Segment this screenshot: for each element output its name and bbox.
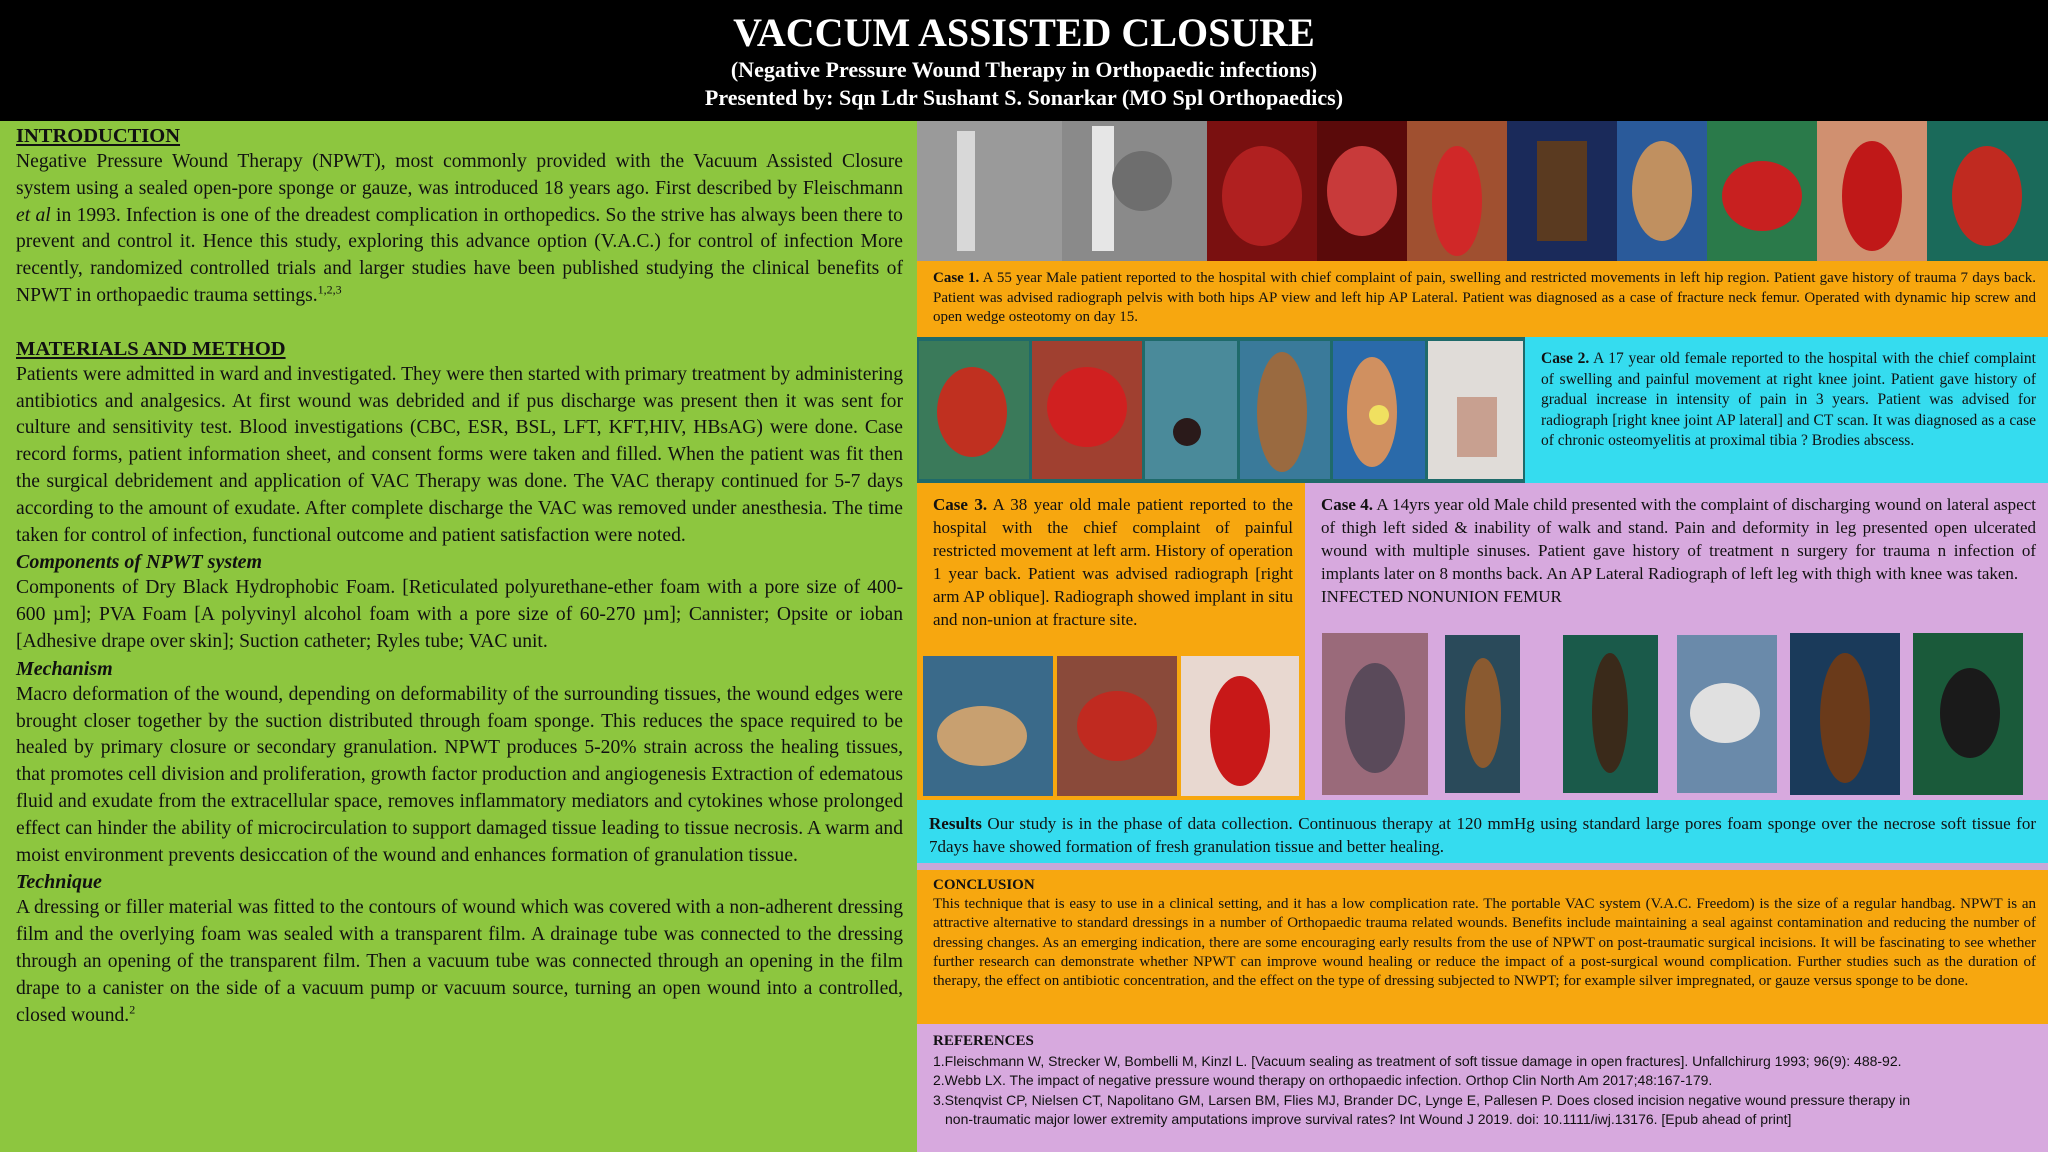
mechanism-text: Macro deformation of the wound, depending on deformability of the surrounding tissues, the wound edges were brought closer together by the suction distributed through foam sponge. This reduces the space required to be healed by primary closure or secondary granulation. NPWT produces 5-20% strain across the healing tissues, that promotes cell division and proliferation, growth factor production and angiogenesis Extraction of edematous fluid and exudate from the extracellular space, removes inflammatory mediators and cytokines whose prolonged effect can hinder the ability of microcirculation to support damaged tissue leading to tissue necrosis. A warm and moist environment prevents desiccation of the wound and enhances formation of granulation tissue. — [16, 683, 903, 866]
case3-label: Case 3. — [933, 495, 988, 514]
introduction-heading: INTRODUCTION — [16, 125, 181, 147]
components-heading: Components of NPWT system — [16, 551, 263, 574]
case1-text: A 55 year Male patient reported to the hospital with chief complaint of pain, swelling and restricted movements in left hip region. Patient gave history of trauma 7 days back. Patient was advised radiograph pelvis with both hips AP view and left hip AP Lateral. Patient was diagnosed as a case of fracture neck femur. Operated with dynamic hip screw and open wedge osteotomy on day 15. — [933, 270, 2037, 325]
case2-box — [1525, 337, 2048, 483]
case3-photo-strip — [917, 656, 1305, 800]
mechanism-heading: Mechanism — [16, 657, 113, 680]
conclusion-heading: CONCLUSION — [933, 877, 1035, 893]
poster-title: VACCUM ASSISTED CLOSURE — [733, 10, 1315, 55]
results-box — [917, 800, 2048, 863]
left-text-panel — [0, 121, 917, 1152]
references-box — [917, 1024, 2048, 1152]
case3-box — [917, 483, 1305, 656]
references-heading: REFERENCES — [933, 1033, 1034, 1049]
case1-label: Case 1. — [933, 270, 980, 286]
poster-header — [0, 0, 2048, 121]
reference-item: 1.Fleischmann W, Strecker W, Bombelli M, Kinzl L. [Vacuum sealing as treatment of soft tissue damage in open fractures]. Unfallchirurg 1993; 96(9): 488-92. — [933, 1052, 1902, 1069]
case2-photo-strip — [917, 337, 1525, 483]
case1-box — [917, 261, 2048, 337]
conclusion-box — [917, 870, 2048, 1024]
introduction-text: Negative Pressure Wound Therapy (NPWT), most commonly provided with the Vacuum Assisted Closure system using a sealed open-pore sponge or gauze, was introduced 18 years ago. First described by Fleischmann et al in 1993. Infection is one of the dreadest complication in orthopedics. So the strive has always been there to prevent and control it. Hence this study, exploring this advance option (V.A.C.) for control of infection More recently, randomized controlled trials and larger studies have been published studying the clinical benefits of NPWT in orthopaedic trauma settings.$^{1,2,3}$ — [16, 151, 903, 306]
results-label: Results — [929, 814, 982, 833]
case1-photo-strip — [917, 121, 2048, 261]
case4-label: Case 4. — [1321, 495, 1374, 514]
reference-item: non-traumatic major lower extremity amputations improve survival rates? Int Wound J 2019. doi: 10.1111/iwj.13176. [Epub ahead of print] — [945, 1111, 1792, 1127]
case4-photo-strip — [1305, 633, 2048, 800]
case2-label: Case 2. — [1541, 350, 1590, 367]
poster-presenter: Presented by: Sqn Ldr Sushant S. Sonarkar (MO Spl Orthopaedics) — [704, 85, 1344, 110]
case4-box — [1305, 483, 2048, 633]
case2-text: A 17 year old female reported to the hospital with the chief complaint of swelling and painful movement at right knee joint. Patient gave history of gradual increase in intensity of pain in 3 years. Patient was advised for radiograph [right knee joint AP lateral] and CT scan. It was diagnosed as a case of chronic osteomyelitis at proximal tibia ? Brodies abscess. — [1541, 350, 2036, 449]
materials-heading: MATERIALS AND METHOD — [16, 337, 286, 360]
case4-caption: INFECTED NONUNION FEMUR — [1321, 587, 1562, 606]
conclusion-text: This technique that is easy to use in a clinical setting, and it has a low complication rate. The portable VAC system (V.A.C. Freedom) is the size of a regular handbag. NPWT is an attractive alternative to standard dressings in a number of Orthopaedic trauma related wounds. Benefits include maintaining a seal against contamination and reducing the number of dressing changes. As an emerging indication, there are some encouraging early results from the use of NPWT on post-traumatic surgical incisions. It will be fascinating to see whether further research can demonstrate whether NPWT can improve wound healing or reduce the impact of a post-surgical wound complication. Further studies such as the duration of therapy, the effect on antibiotic concentration, and the effect on the type of dressing subjected to NWPT; for example silver impregnated, or gauze versus sponge to be done. — [933, 896, 2036, 990]
technique-heading: Technique — [16, 871, 102, 894]
case3-text: A 38 year old male patient reported to the hospital with the chief complaint of painful restricted movement at left arm. History of operation 1 year back. Patient was advised radiograph [right arm AP oblique]. Radiograph showed implant in situ and non-union at fracture site. — [933, 495, 1293, 629]
technique-text: A dressing or filler material was fitted to the contours of wound which was covered with a non-adherent dressing film and the overlying foam was sealed with a transparent film. A drainage tube was connected to the dressing through an opening of the transparent film. Then a vacuum tube was connected through an opening in the film drape to a canister on the side of a vacuum pump or vacuum source, turning an open wound into a controlled, closed wound.$^2$ — [16, 897, 903, 1026]
reference-item: 2.Webb LX. The impact of negative pressure wound therapy on orthopaedic infection. Orthop Clin North Am 2017;48:167-179. — [933, 1072, 1713, 1088]
materials-text: Patients were admitted in ward and investigated. They were then started with primary treatment by administering antibiotics and analgesics. At first wound was debrided and if pus discharge was present then it was sent for culture and sensitivity test. Blood investigations (CBC, ESR, BSL, LFT, KFT,HIV, HBsAG) were done. Case record forms, patient information sheet, and consent forms were taken and filled. When the patient was fit then the surgical debridement and application of VAC Therapy was done. The VAC therapy continued for 5-7 days according to the amount of exudate. After complete discharge the VAC was removed under anesthesia. The time taken for control of infection, functional outcome and patient satisfaction were noted. — [16, 363, 903, 546]
case4-text: A 14yrs year old Male child presented with the complaint of discharging wound on lateral aspect of thigh left sided & inability of walk and stand. Pain and deformity in leg presented open ulcerated wound with multiple sinuses. Patient gave history of treatment n surgery for trauma n infection of implants later on 8 months back. An AP Lateral Radiograph of left leg with thigh with knee was taken. — [1321, 495, 2036, 583]
reference-item: 3.Stenqvist CP, Nielsen CT, Napolitano GM, Larsen BM, Flies MJ, Brander DC, Lynge E, Pallesen P. Does closed incision negative wound pressure therapy in — [933, 1091, 1911, 1108]
poster-subtitle: (Negative Pressure Wound Therapy in Orthopaedic infections) — [730, 57, 1318, 82]
components-text: Components of Dry Black Hydrophobic Foam. [Reticulated polyurethane-ether foam with a pore size of 400-600 µm]; PVA Foam [A polyvinyl alcohol foam with a pore size of 60-270 µm]; Cannister; Opsite or ioban [Adhesive drape over skin]; Suction catheter; Ryles tube; VAC unit. — [16, 577, 903, 652]
results-text: Our study is in the phase of data collection. Continuous therapy at 120 mmHg using standard large pores foam sponge over the necrose soft tissue for 7days have showed formation of fresh granulation tissue and better healing. — [929, 814, 2036, 856]
